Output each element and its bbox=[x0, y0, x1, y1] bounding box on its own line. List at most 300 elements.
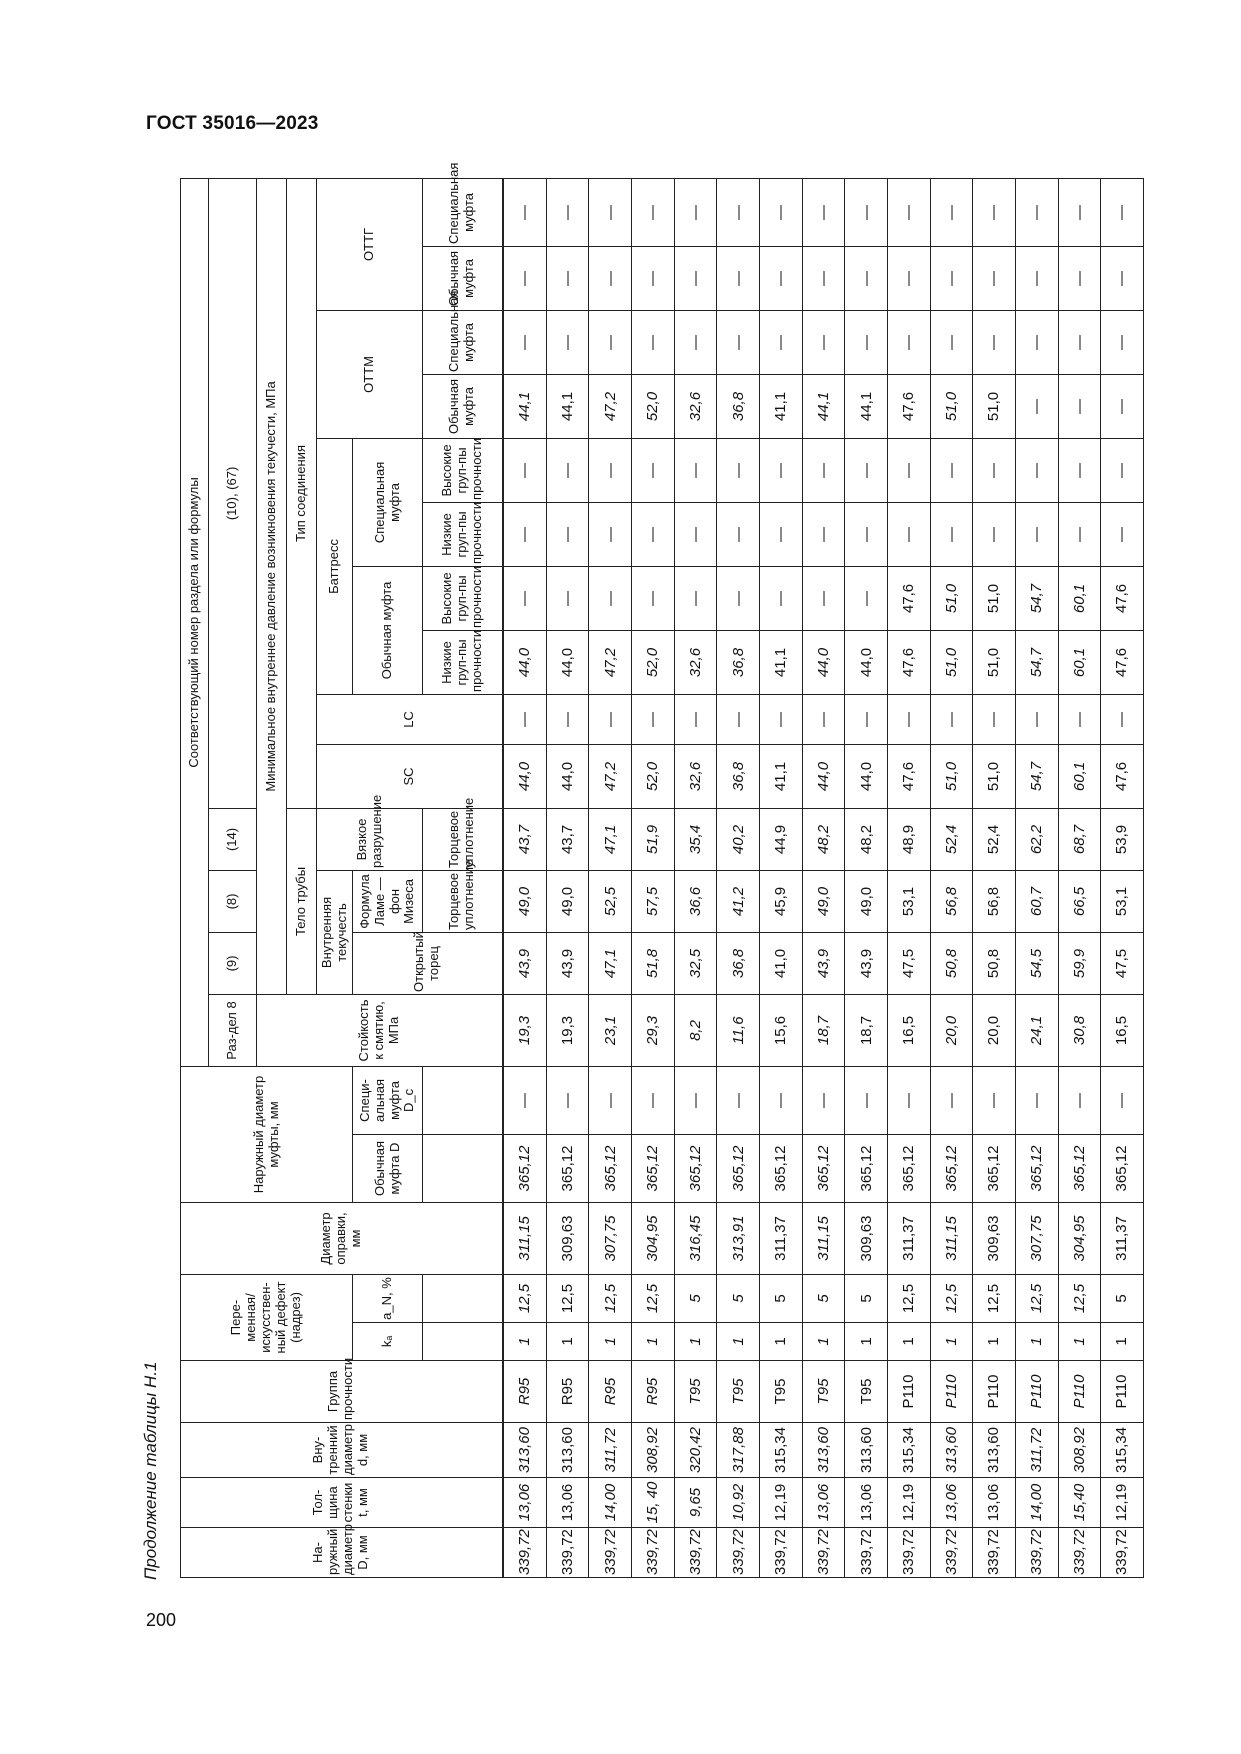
header-low-groups: Низкие груп-пы прочности bbox=[423, 630, 503, 694]
table-cell: P110 bbox=[1101, 1361, 1144, 1423]
table-cell: P110 bbox=[887, 1361, 930, 1423]
table-cell: 47,6 bbox=[887, 630, 930, 694]
rotated-table-frame bbox=[180, 162, 1144, 1578]
table-cell: — bbox=[1101, 502, 1144, 566]
table-cell: — bbox=[674, 502, 717, 566]
table-cell: 47,1 bbox=[589, 808, 632, 870]
table-cell: — bbox=[503, 566, 547, 630]
table-cell: — bbox=[546, 438, 589, 502]
table-cell: 1 bbox=[1101, 1323, 1144, 1361]
table-cell: 365,12 bbox=[503, 1134, 547, 1202]
table-cell: 311,72 bbox=[1015, 1423, 1058, 1478]
table-cell: — bbox=[632, 502, 675, 566]
table-cell: 16,5 bbox=[1101, 994, 1144, 1066]
table-cell: 5 bbox=[845, 1274, 888, 1322]
table-cell: — bbox=[887, 694, 930, 744]
header-ref9: (9) bbox=[209, 932, 257, 994]
table-row bbox=[887, 178, 930, 1577]
table-cell: 339,72 bbox=[845, 1528, 888, 1578]
table-cell: 308,92 bbox=[1058, 1423, 1101, 1478]
table-row bbox=[845, 178, 888, 1577]
table-cell: — bbox=[589, 502, 632, 566]
table-cell: — bbox=[632, 246, 675, 310]
table-cell: T95 bbox=[845, 1361, 888, 1423]
header-joint-type: Тип соединения bbox=[287, 178, 317, 808]
table-cell: — bbox=[1058, 502, 1101, 566]
table-cell: 47,5 bbox=[887, 932, 930, 994]
table-cell: 43,9 bbox=[845, 932, 888, 994]
table-cell: — bbox=[1101, 246, 1144, 310]
table-cell: 12,5 bbox=[973, 1274, 1016, 1322]
table-cell: 44,0 bbox=[802, 630, 845, 694]
table-cell: 44,1 bbox=[802, 374, 845, 438]
table-cell: 36,6 bbox=[674, 870, 717, 932]
table-cell: — bbox=[674, 178, 717, 246]
table-cell: 54,5 bbox=[1015, 932, 1058, 994]
table-cell: 54,7 bbox=[1015, 566, 1058, 630]
table-cell: — bbox=[1015, 694, 1058, 744]
header-an-cont bbox=[423, 1274, 503, 1322]
table-cell: 365,12 bbox=[589, 1134, 632, 1202]
table-cell: — bbox=[759, 566, 802, 630]
header-outer-diameter: На-ружный диаметр D, мм bbox=[181, 1528, 503, 1578]
table-cell: — bbox=[887, 178, 930, 246]
table-row bbox=[546, 178, 589, 1577]
table-cell: 311,72 bbox=[589, 1423, 632, 1478]
table-cell: 313,60 bbox=[845, 1423, 888, 1478]
table-cell: 1 bbox=[759, 1323, 802, 1361]
table-cell: 9,65 bbox=[674, 1478, 717, 1528]
header-bt-regular: Обычная муфта bbox=[353, 566, 423, 694]
table-cell: 47,2 bbox=[589, 374, 632, 438]
table-cell: — bbox=[632, 438, 675, 502]
table-cell: 365,12 bbox=[759, 1134, 802, 1202]
table-cell: 13,06 bbox=[845, 1478, 888, 1528]
table-cell: — bbox=[546, 178, 589, 246]
header-ka-cont bbox=[423, 1323, 503, 1361]
table-cell: 339,72 bbox=[1058, 1528, 1101, 1578]
table-cell: — bbox=[887, 1066, 930, 1134]
table-cell: P110 bbox=[1058, 1361, 1101, 1423]
header-ottm: ОТТМ bbox=[317, 310, 423, 438]
table-cell: — bbox=[1058, 310, 1101, 374]
table-cell: 5 bbox=[759, 1274, 802, 1322]
table-cell: R95 bbox=[546, 1361, 589, 1423]
table-cell: T95 bbox=[802, 1361, 845, 1423]
table-cell: 5 bbox=[802, 1274, 845, 1322]
header-open-end: Открытый торец bbox=[353, 932, 503, 994]
table-row bbox=[717, 178, 760, 1577]
table-cell: 60,1 bbox=[1058, 744, 1101, 808]
table-cell: 32,6 bbox=[674, 374, 717, 438]
table-cell: — bbox=[632, 694, 675, 744]
table-cell: 1 bbox=[845, 1323, 888, 1361]
table-cell: 52,5 bbox=[589, 870, 632, 932]
table-cell: — bbox=[503, 502, 547, 566]
table-cell: P110 bbox=[973, 1361, 1016, 1423]
table-cell: 1 bbox=[632, 1323, 675, 1361]
table-cell: 18,7 bbox=[802, 994, 845, 1066]
header-buttress: Баттресс bbox=[317, 438, 353, 694]
table-cell: 1 bbox=[503, 1323, 547, 1361]
table-cell: 41,1 bbox=[759, 374, 802, 438]
table-cell: 339,72 bbox=[759, 1528, 802, 1578]
table-cell: — bbox=[973, 246, 1016, 310]
table-row bbox=[1058, 178, 1101, 1577]
table-cell: — bbox=[802, 310, 845, 374]
table-cell: — bbox=[845, 502, 888, 566]
table-cell: 48,9 bbox=[887, 808, 930, 870]
table-cell: 47,6 bbox=[1101, 630, 1144, 694]
table-cell: 316,45 bbox=[674, 1202, 717, 1274]
document-title: ГОСТ 35016—2023 bbox=[146, 113, 319, 134]
table-cell: 23,1 bbox=[589, 994, 632, 1066]
table-cell: — bbox=[759, 438, 802, 502]
table-cell: 10,92 bbox=[717, 1478, 760, 1528]
table-cell: — bbox=[802, 438, 845, 502]
table-cell: — bbox=[546, 1066, 589, 1134]
table-cell: 44,9 bbox=[759, 808, 802, 870]
table-cell: 8,2 bbox=[674, 994, 717, 1066]
table-cell: 365,12 bbox=[973, 1134, 1016, 1202]
table-cell: 32,6 bbox=[674, 744, 717, 808]
table-cell: 315,34 bbox=[759, 1423, 802, 1478]
table-cell: 1 bbox=[589, 1323, 632, 1361]
table-cell: 49,0 bbox=[503, 870, 547, 932]
table-cell: 52,0 bbox=[632, 374, 675, 438]
table-cell: 339,72 bbox=[503, 1528, 547, 1578]
header-coupling-od: Наружный диаметр муфты, мм bbox=[181, 1066, 353, 1202]
table-cell: — bbox=[1101, 310, 1144, 374]
header-ottm-special: Специальная муфта bbox=[423, 310, 503, 374]
table-cell: 309,63 bbox=[973, 1202, 1016, 1274]
table-cell: — bbox=[759, 1066, 802, 1134]
table-cell: 365,12 bbox=[845, 1134, 888, 1202]
table-cell: 339,72 bbox=[589, 1528, 632, 1578]
table-cell: — bbox=[887, 502, 930, 566]
table-cell: — bbox=[1015, 502, 1058, 566]
table-cell: — bbox=[930, 178, 973, 246]
table-cell: 12,19 bbox=[1101, 1478, 1144, 1528]
table-cell: 43,7 bbox=[503, 808, 547, 870]
table-cell: 313,60 bbox=[802, 1423, 845, 1478]
table-cell: 47,2 bbox=[589, 744, 632, 808]
table-row bbox=[930, 178, 973, 1577]
table-row bbox=[802, 178, 845, 1577]
header-wall-thickness: Тол-щина стенки t, мм bbox=[181, 1478, 503, 1528]
table-cell: 313,60 bbox=[973, 1423, 1016, 1478]
table-cell: 44,1 bbox=[546, 374, 589, 438]
table-cell: 339,72 bbox=[802, 1528, 845, 1578]
table-cell: — bbox=[973, 178, 1016, 246]
table-cell: 13,06 bbox=[930, 1478, 973, 1528]
table-cell: 365,12 bbox=[887, 1134, 930, 1202]
table-cell: 365,12 bbox=[546, 1134, 589, 1202]
table-cell: 53,1 bbox=[1101, 870, 1144, 932]
table-row bbox=[503, 178, 547, 1577]
table-cell: — bbox=[589, 246, 632, 310]
table-cell: 36,8 bbox=[717, 630, 760, 694]
table-cell: — bbox=[973, 438, 1016, 502]
table-cell: 365,12 bbox=[802, 1134, 845, 1202]
table-cell: — bbox=[589, 310, 632, 374]
table-caption: Продолжение таблицы Н.1 bbox=[141, 1361, 160, 1580]
table-cell: — bbox=[1101, 178, 1144, 246]
table-cell: — bbox=[503, 438, 547, 502]
header-ref8: (8) bbox=[209, 870, 257, 932]
table-cell: — bbox=[1015, 1066, 1058, 1134]
table-cell: 54,7 bbox=[1015, 630, 1058, 694]
table-cell: — bbox=[845, 310, 888, 374]
table-cell: 50,8 bbox=[973, 932, 1016, 994]
table-cell: 20,0 bbox=[973, 994, 1016, 1066]
table-cell: 60,1 bbox=[1058, 566, 1101, 630]
table-cell: R95 bbox=[632, 1361, 675, 1423]
table-cell: 339,72 bbox=[887, 1528, 930, 1578]
table-cell: 51,0 bbox=[973, 566, 1016, 630]
table-cell: — bbox=[503, 310, 547, 374]
table-cell: 339,72 bbox=[546, 1528, 589, 1578]
header-ottg-regular: Обычная муфта bbox=[423, 246, 503, 310]
table-cell: — bbox=[1058, 246, 1101, 310]
table-cell: 44,0 bbox=[546, 630, 589, 694]
table-cell: T95 bbox=[759, 1361, 802, 1423]
table-cell: 30,8 bbox=[1058, 994, 1101, 1066]
table-container bbox=[180, 162, 1144, 1578]
table-cell: 51,0 bbox=[973, 744, 1016, 808]
table-cell: — bbox=[503, 178, 547, 246]
table-cell: — bbox=[717, 178, 760, 246]
table-cell: 11,6 bbox=[717, 994, 760, 1066]
table-row bbox=[759, 178, 802, 1577]
table-cell: 44,0 bbox=[546, 744, 589, 808]
table-cell: 52,4 bbox=[973, 808, 1016, 870]
table-cell: — bbox=[802, 1066, 845, 1134]
table-cell: — bbox=[973, 310, 1016, 374]
table-cell: — bbox=[589, 438, 632, 502]
table-cell: — bbox=[1101, 374, 1144, 438]
table-cell: 12,5 bbox=[887, 1274, 930, 1322]
table-cell: R95 bbox=[503, 1361, 547, 1423]
table-cell: — bbox=[546, 246, 589, 310]
table-cell: 47,2 bbox=[589, 630, 632, 694]
table-cell: — bbox=[759, 502, 802, 566]
table-cell: 309,63 bbox=[845, 1202, 888, 1274]
table-cell: 313,60 bbox=[930, 1423, 973, 1478]
table-cell: — bbox=[845, 694, 888, 744]
header-mandrel: Диаметр оправки, мм bbox=[181, 1202, 503, 1274]
table-cell: — bbox=[802, 502, 845, 566]
table-cell: 57,5 bbox=[632, 870, 675, 932]
table-cell: 14,00 bbox=[589, 1478, 632, 1528]
table-cell: 13,06 bbox=[802, 1478, 845, 1528]
header-coupling-special: Специ-альная муфта D_c bbox=[353, 1066, 423, 1134]
header-pipe-body: Тело трубы bbox=[287, 808, 317, 994]
table-cell: — bbox=[503, 694, 547, 744]
table-cell: 1 bbox=[887, 1323, 930, 1361]
table-cell: — bbox=[1058, 178, 1101, 246]
header-low-groups-2: Низкие груп-пы прочности bbox=[423, 502, 503, 566]
table-cell: — bbox=[802, 246, 845, 310]
table-cell: 53,1 bbox=[887, 870, 930, 932]
header-coupling-regular-cont bbox=[423, 1134, 503, 1202]
table-cell: — bbox=[632, 178, 675, 246]
table-cell: 47,6 bbox=[887, 566, 930, 630]
table-cell: 56,8 bbox=[930, 870, 973, 932]
table-cell: 12,5 bbox=[632, 1274, 675, 1322]
header-ottm-regular: Обычная муфта bbox=[423, 374, 503, 438]
table-cell: — bbox=[845, 1066, 888, 1134]
table-cell: 1 bbox=[973, 1323, 1016, 1361]
table-cell: 41,1 bbox=[759, 744, 802, 808]
table-cell: 313,60 bbox=[503, 1423, 547, 1478]
table-cell: 307,75 bbox=[1015, 1202, 1058, 1274]
header-bt-special: Специальная муфта bbox=[353, 438, 423, 566]
header-ka: kₐ bbox=[353, 1323, 423, 1361]
table-cell: 60,7 bbox=[1015, 870, 1058, 932]
table-cell: — bbox=[1101, 1066, 1144, 1134]
table-cell: 56,8 bbox=[973, 870, 1016, 932]
table-cell: 40,2 bbox=[717, 808, 760, 870]
table-cell: — bbox=[503, 246, 547, 310]
table-cell: 68,7 bbox=[1058, 808, 1101, 870]
table-cell: 52,4 bbox=[930, 808, 973, 870]
table-cell: — bbox=[546, 310, 589, 374]
table-cell: 16,5 bbox=[887, 994, 930, 1066]
table-cell: 307,75 bbox=[589, 1202, 632, 1274]
table-cell: — bbox=[717, 310, 760, 374]
table-cell: — bbox=[717, 1066, 760, 1134]
table-cell: — bbox=[973, 1066, 1016, 1134]
table-cell: 13,06 bbox=[546, 1478, 589, 1528]
table-row bbox=[973, 178, 1016, 1577]
table-cell: — bbox=[930, 438, 973, 502]
header-lame: Формула Ламе — фон Мизеса bbox=[353, 870, 423, 932]
table-cell: 313,60 bbox=[546, 1423, 589, 1478]
table-cell: 47,6 bbox=[1101, 566, 1144, 630]
table-row bbox=[674, 178, 717, 1577]
table-cell: 339,72 bbox=[632, 1528, 675, 1578]
table-cell: 51,9 bbox=[632, 808, 675, 870]
data-table bbox=[180, 162, 1144, 1578]
table-cell: — bbox=[674, 246, 717, 310]
table-cell: 44,0 bbox=[845, 744, 888, 808]
table-cell: — bbox=[1101, 438, 1144, 502]
table-cell: 43,9 bbox=[546, 932, 589, 994]
header-defect: Пере-менная/ искусствен-ный дефект (надрез) bbox=[181, 1274, 353, 1360]
table-cell: 365,12 bbox=[1015, 1134, 1058, 1202]
table-cell: 1 bbox=[930, 1323, 973, 1361]
table-cell: 43,9 bbox=[802, 932, 845, 994]
table-cell: — bbox=[632, 566, 675, 630]
table-cell: 311,15 bbox=[503, 1202, 547, 1274]
table-cell: — bbox=[759, 246, 802, 310]
table-cell: 365,12 bbox=[674, 1134, 717, 1202]
table-cell: 35,4 bbox=[674, 808, 717, 870]
header-ref14: (14) bbox=[209, 808, 257, 870]
table-cell: 62,2 bbox=[1015, 808, 1058, 870]
header-an: a_N, % bbox=[353, 1274, 423, 1322]
table-cell: 15, 40 bbox=[632, 1478, 675, 1528]
table-cell: — bbox=[589, 1066, 632, 1134]
table-cell: 365,12 bbox=[1058, 1134, 1101, 1202]
table-cell: — bbox=[887, 438, 930, 502]
header-section-ref: Соответствующий номер раздела или формулы bbox=[181, 178, 209, 1066]
table-cell: — bbox=[674, 310, 717, 374]
table-cell: — bbox=[1015, 374, 1058, 438]
table-cell: 15,40 bbox=[1058, 1478, 1101, 1528]
table-cell: 365,12 bbox=[717, 1134, 760, 1202]
table-cell: — bbox=[759, 310, 802, 374]
table-cell: 304,95 bbox=[1058, 1202, 1101, 1274]
table-cell: 315,34 bbox=[1101, 1423, 1144, 1478]
table-cell: 53,9 bbox=[1101, 808, 1144, 870]
table-cell: 13,06 bbox=[503, 1478, 547, 1528]
table-cell: — bbox=[717, 246, 760, 310]
table-cell: 51,0 bbox=[973, 630, 1016, 694]
table-cell: — bbox=[1101, 694, 1144, 744]
table-row bbox=[1015, 178, 1058, 1577]
table-cell: 12,5 bbox=[1015, 1274, 1058, 1322]
table-cell: 1 bbox=[1015, 1323, 1058, 1361]
table-cell: 51,8 bbox=[632, 932, 675, 994]
table-cell: 24,1 bbox=[1015, 994, 1058, 1066]
table-cell: 311,37 bbox=[1101, 1202, 1144, 1274]
table-cell: — bbox=[759, 694, 802, 744]
table-cell: — bbox=[1058, 694, 1101, 744]
table-cell: — bbox=[674, 694, 717, 744]
header-inner-diameter: Вну-тренний диаметр d, мм bbox=[181, 1423, 503, 1478]
table-cell: 317,88 bbox=[717, 1423, 760, 1478]
table-cell: — bbox=[930, 1066, 973, 1134]
table-cell: 12,5 bbox=[546, 1274, 589, 1322]
table-row bbox=[1101, 178, 1144, 1577]
table-cell: 5 bbox=[674, 1274, 717, 1322]
table-cell: 12,19 bbox=[887, 1478, 930, 1528]
table-cell: 311,15 bbox=[802, 1202, 845, 1274]
table-cell: 59,9 bbox=[1058, 932, 1101, 994]
table-cell: 1 bbox=[546, 1323, 589, 1361]
table-cell: 45,9 bbox=[759, 870, 802, 932]
table-cell: — bbox=[717, 438, 760, 502]
table-cell: 41,2 bbox=[717, 870, 760, 932]
header-inner-yield: Внутренняя текучесть bbox=[317, 870, 353, 994]
table-cell: — bbox=[845, 566, 888, 630]
table-cell: 311,37 bbox=[759, 1202, 802, 1274]
table-cell: 309,63 bbox=[546, 1202, 589, 1274]
header-ref10-67: (10), (67) bbox=[209, 178, 257, 808]
table-cell: — bbox=[802, 694, 845, 744]
header-high-groups-2: Высокие груп-пы прочности bbox=[423, 438, 503, 502]
header-end-seal-2: Торцевое уплотнение bbox=[423, 808, 503, 870]
table-cell: 52,0 bbox=[632, 630, 675, 694]
table-cell: — bbox=[1015, 246, 1058, 310]
table-cell: — bbox=[845, 438, 888, 502]
table-cell: — bbox=[589, 566, 632, 630]
table-cell: 20,0 bbox=[930, 994, 973, 1066]
table-cell: 339,72 bbox=[1101, 1528, 1144, 1578]
table-cell: 12,5 bbox=[1058, 1274, 1101, 1322]
table-cell: 48,2 bbox=[845, 808, 888, 870]
table-cell: 54,7 bbox=[1015, 744, 1058, 808]
table-cell: — bbox=[503, 1066, 547, 1134]
table-cell: 49,0 bbox=[802, 870, 845, 932]
table-cell: — bbox=[930, 502, 973, 566]
table-cell: — bbox=[717, 694, 760, 744]
table-cell: 43,7 bbox=[546, 808, 589, 870]
table-cell: — bbox=[1015, 438, 1058, 502]
table-cell: — bbox=[632, 1066, 675, 1134]
